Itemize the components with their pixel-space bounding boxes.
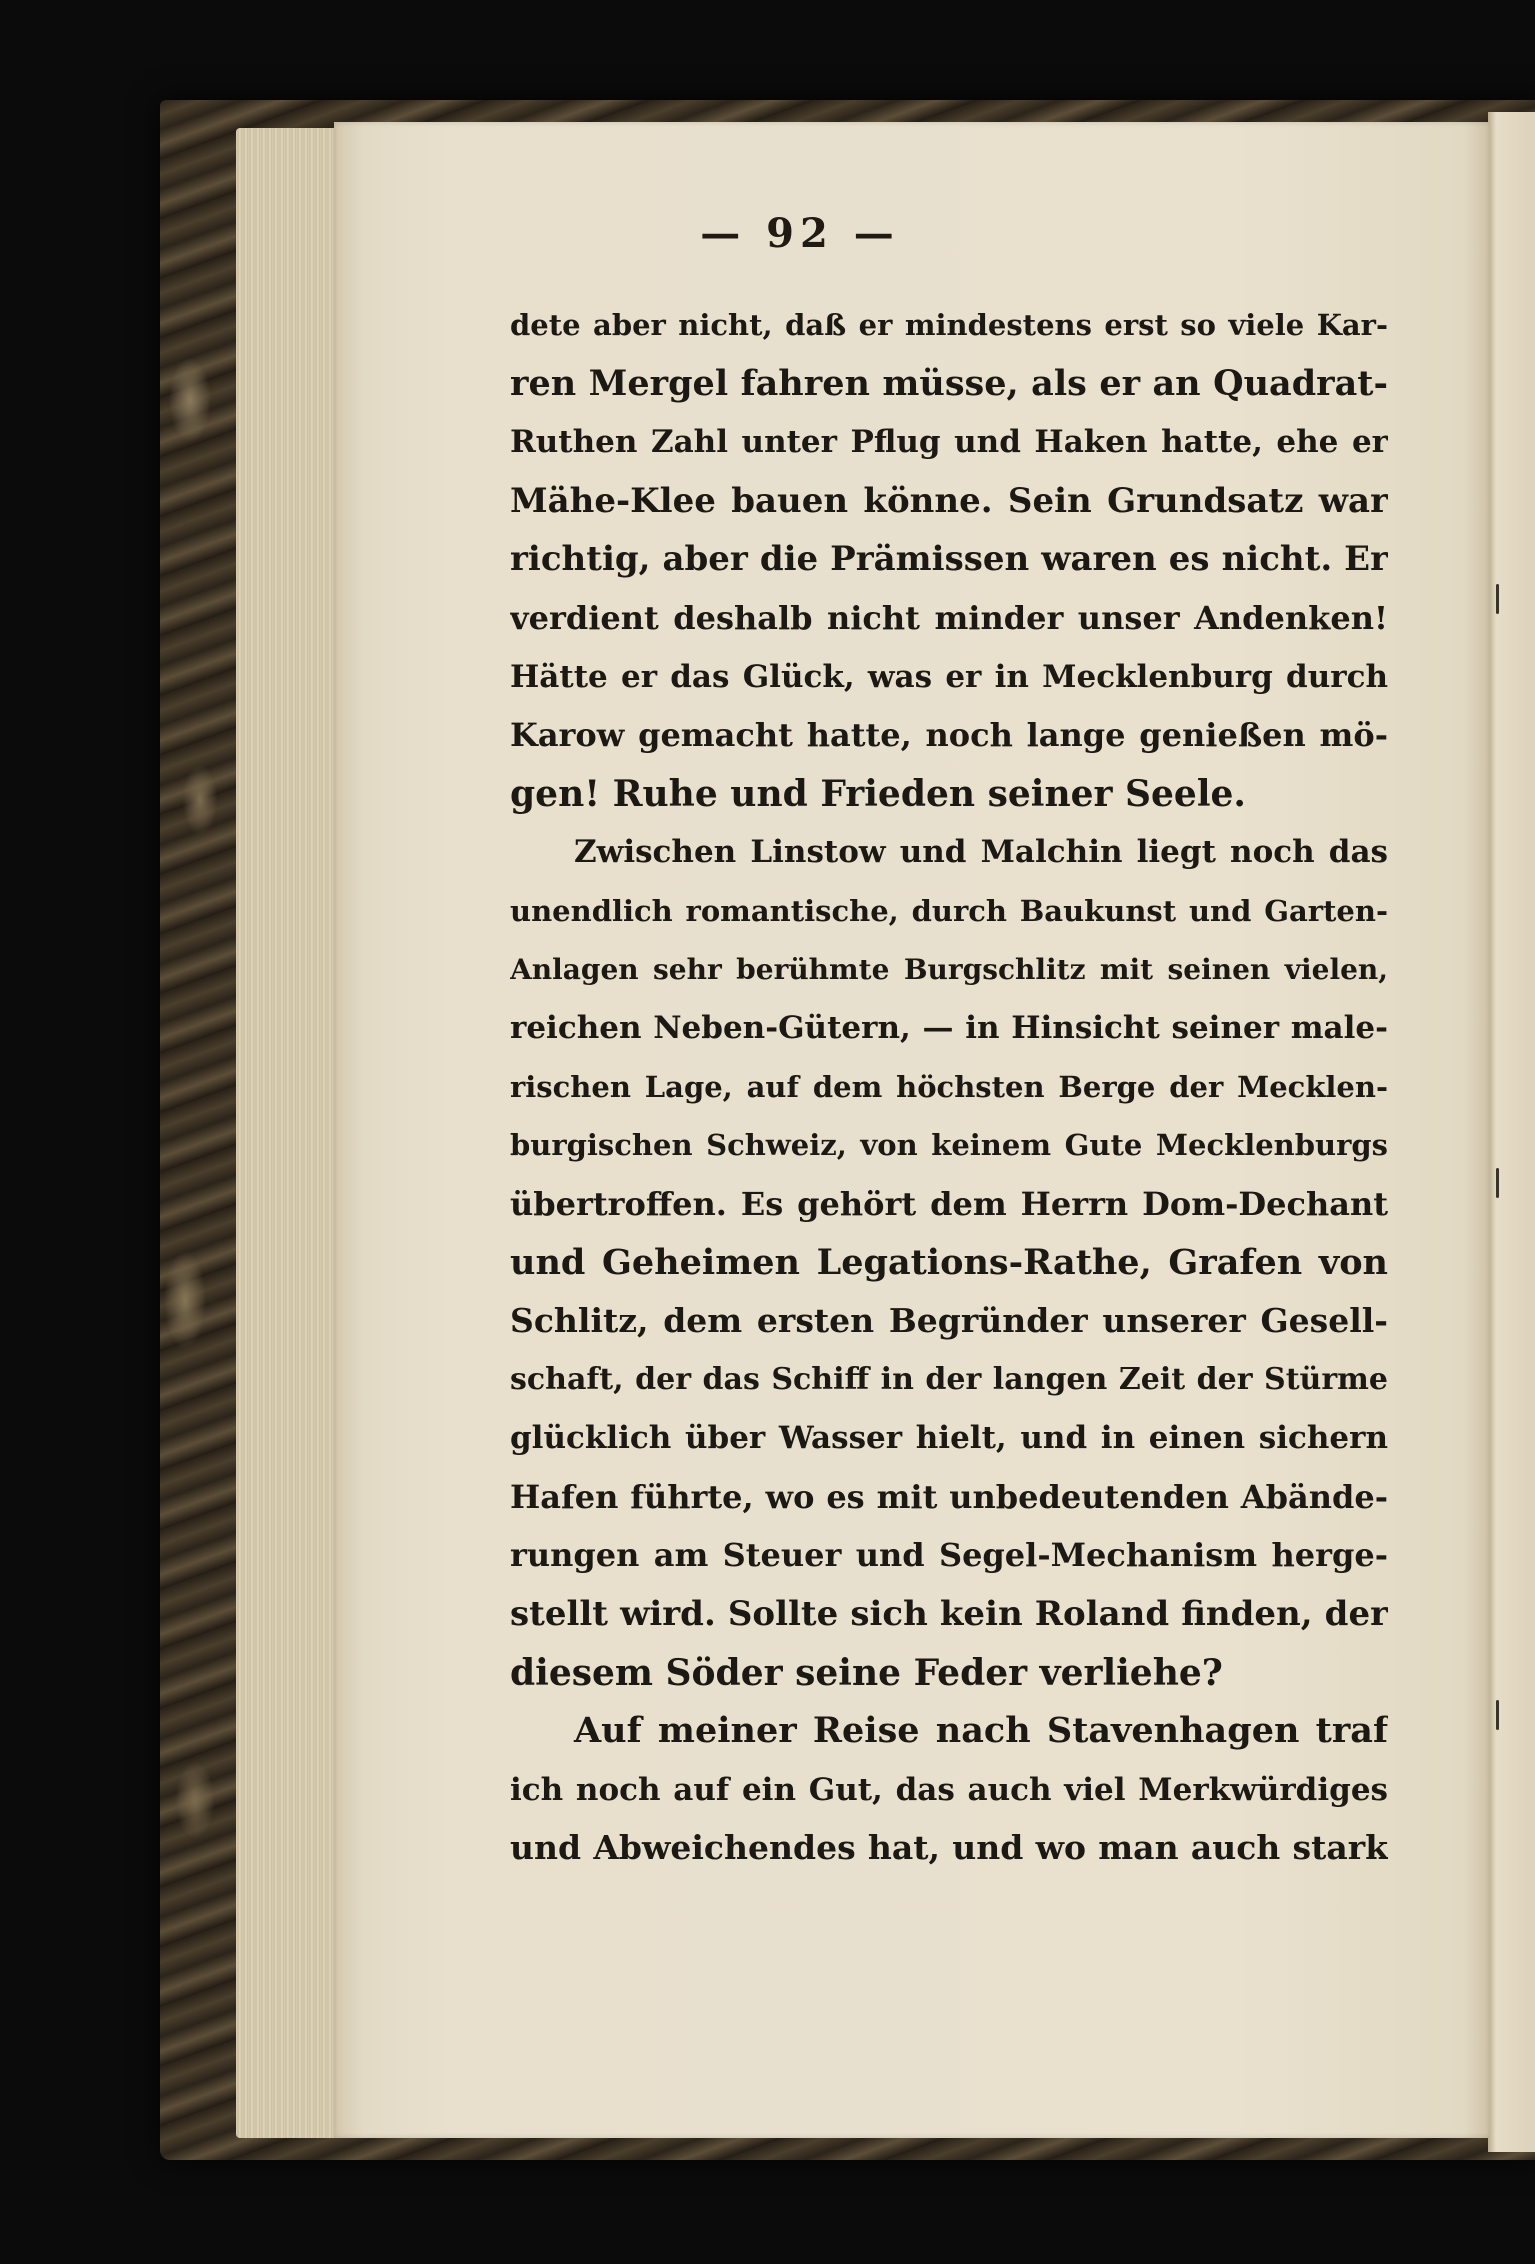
page-number: — 92 — (700, 210, 900, 257)
text-line: übertroffen. Es gehört dem Herrn Dom-Dechant (510, 1184, 1388, 1223)
text-line: reichen Neben-Gütern, — in Hinsicht seiner male- (510, 1010, 1388, 1047)
text-line: Ruthen Zahl unter Pflug und Haken hatte, ehe er (510, 424, 1388, 461)
text-line: unendlich romantische, durch Baukunst und Garten- (510, 893, 1388, 928)
gutter-mark (1496, 1168, 1499, 1198)
text-line: Zwischen Linstow und Malchin liegt noch das (574, 834, 1388, 871)
page-text (510, 296, 1388, 1878)
text-line: und Geheimen Legations-Rathe, Grafen von (510, 1241, 1388, 1283)
text-line: richtig, aber die Prämissen waren es nicht. Er (510, 539, 1388, 580)
text-line: und Abweichendes hat, und wo man auch stark (510, 1828, 1388, 1868)
text-line: ich noch auf ein Gut, das auch viel Merkwürdiges (510, 1771, 1388, 1808)
page-edges (236, 128, 336, 2138)
text-line: glücklich über Wasser hielt, und in einen sichern (510, 1420, 1388, 1457)
text-line: rischen Lage, auf dem höchsten Berge der Mecklen- (510, 1069, 1388, 1104)
facing-page-edge (1488, 112, 1535, 2152)
text-line: diesem Söder seine Feder verliehe? (510, 1651, 1223, 1694)
text-line: dete aber nicht, daß er mindestens erst so viele Kar- (510, 308, 1388, 342)
gutter-mark (1496, 584, 1499, 614)
text-line: Anlagen sehr berühmte Burgschlitz mit seinen vielen, (510, 952, 1388, 986)
text-line: stellt wird. Sollte sich kein Roland finden, der (510, 1594, 1388, 1635)
text-line: schaft, der das Schiff in der langen Zeit der Stürme (510, 1361, 1388, 1397)
text-line: Mähe-Klee bauen könne. Sein Grundsatz war (510, 480, 1388, 521)
text-line: Hafen führte, wo es mit unbedeutenden Abände- (510, 1477, 1388, 1516)
text-line: rungen am Steuer und Segel-Mechanism herge- (510, 1536, 1388, 1575)
text-line: Karow gemacht hatte, noch lange genießen mö- (510, 716, 1388, 755)
text-line: burgischen Schweiz, von keinem Gute Mecklenburgs (510, 1128, 1388, 1163)
text-line: Schlitz, dem ersten Begründer unserer Gesell- (510, 1301, 1388, 1341)
text-line: ren Mergel fahren müsse, als er an Quadrat- (510, 362, 1388, 404)
gutter-mark (1496, 1700, 1499, 1730)
text-line: Auf meiner Reise nach Stavenhagen traf (574, 1710, 1388, 1752)
text-line: gen! Ruhe und Frieden seiner Seele. (510, 772, 1246, 815)
text-line: verdient deshalb nicht minder unser Andenken! (510, 598, 1388, 637)
text-line: Hätte er das Glück, was er in Mecklenburg durch (510, 658, 1388, 695)
